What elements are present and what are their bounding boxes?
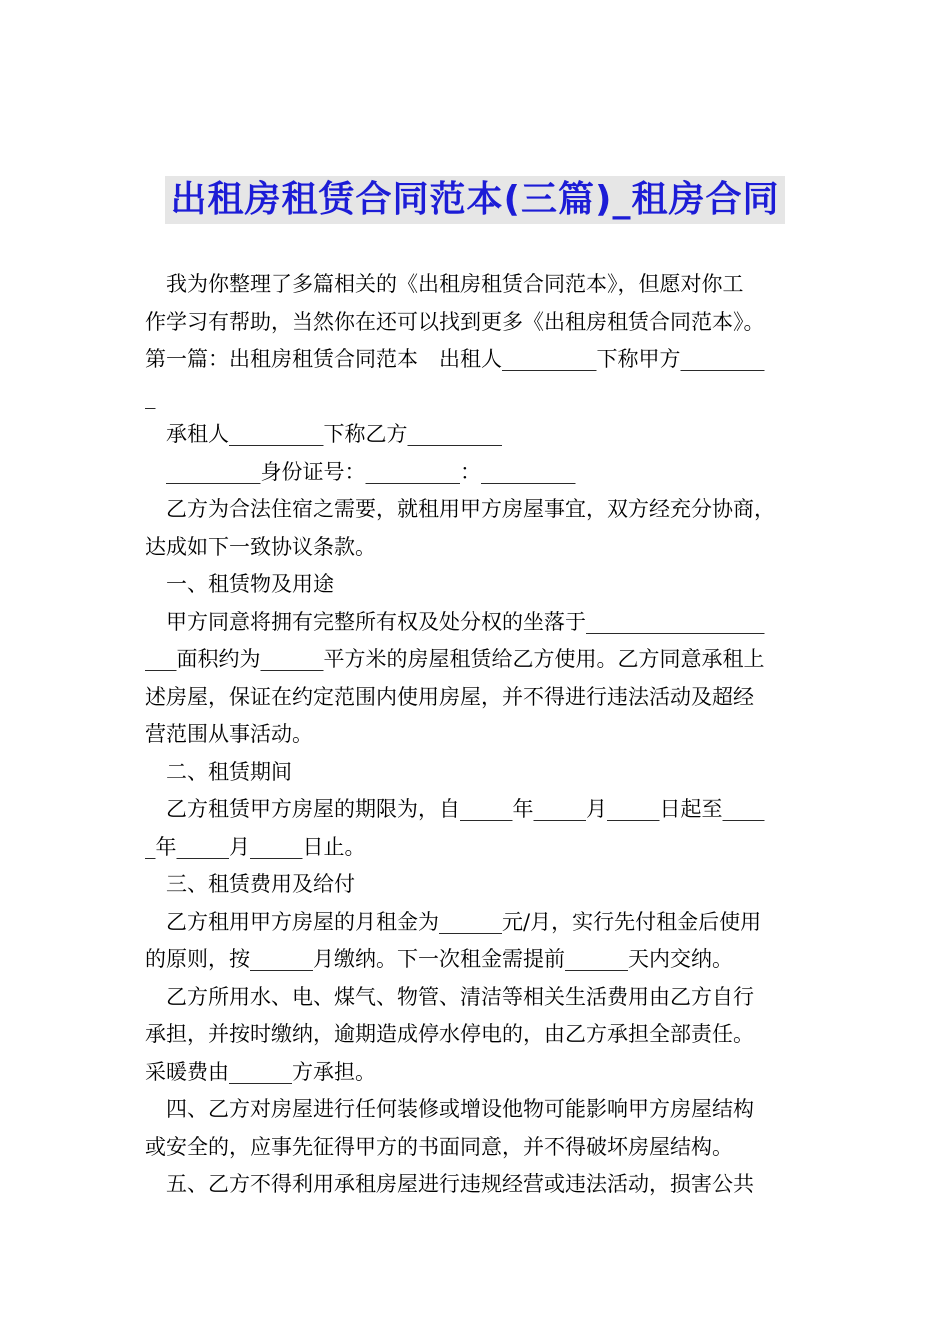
paragraph-line: 乙方所用水、电、煤气、物管、清洁等相关生活费用由乙方自行: [166, 984, 754, 1009]
section-heading: 一、租赁物及用途: [166, 572, 334, 596]
document-body: [145, 266, 810, 1204]
paragraph-line: 乙方租用甲方房屋的月租金为______元/月，实行先付租金后使用: [166, 909, 762, 934]
title-container: [0, 176, 950, 224]
paragraph-line: _: [145, 384, 156, 409]
paragraph-line: 乙方为合法住宿之需要，就租用甲方房屋事宜，双方经充分协商，: [166, 497, 775, 521]
section-heading: 三、租赁费用及给付: [166, 872, 355, 896]
paragraph-line: 的原则，按______月缴纳。下一次租金需提前______天内交纳。: [145, 947, 733, 971]
paragraph-line: 作学习有帮助，当然你在还可以找到更多《出租房租赁合同范本》。: [145, 309, 765, 334]
paragraph-line: 甲方同意将拥有完整所有权及处分权的坐落于_________________: [166, 609, 765, 634]
paragraph-line: 营范围从事活动。: [145, 722, 313, 746]
paragraph-line: 承担，并按时缴纳，逾期造成停水停电的，由乙方承担全部责任。: [145, 1022, 754, 1046]
document-title: 出租房租赁合同范本(三篇)_租房合同: [165, 176, 786, 224]
paragraph-line: 五、乙方不得利用承租房屋进行违规经营或违法活动，损害公共: [166, 1172, 754, 1196]
paragraph-line: 达成如下一致协议条款。: [145, 534, 376, 559]
paragraph-line: _________身份证号：_________：_________: [166, 459, 576, 484]
paragraph-line: 我为你整理了多篇相关的《出租房租赁合同范本》，但愿对你工: [166, 272, 744, 296]
section-heading: 二、租赁期间: [166, 759, 292, 784]
paragraph-line: _年_____月_____日止。: [145, 834, 366, 859]
paragraph-line: 述房屋，保证在约定范围内使用房屋，并不得进行违法活动及超经: [145, 684, 754, 709]
paragraph-line: 四、乙方对房屋进行任何装修或增设他物可能影响甲方房屋结构: [166, 1097, 754, 1121]
paragraph-line: 承租人_________下称乙方_________: [166, 422, 502, 446]
paragraph-line: ___面积约为______平方米的房屋租赁给乙方使用。乙方同意承租上: [145, 647, 765, 671]
paragraph-line: 或安全的，应事先征得甲方的书面同意，并不得破坏房屋结构。: [145, 1134, 733, 1159]
paragraph-line: 采暖费由______方承担。: [145, 1059, 376, 1084]
paragraph-line: 乙方租赁甲方房屋的期限为，自_____年_____月_____日起至____: [166, 797, 765, 821]
paragraph-line: 第一篇：出租房租赁合同范本 出租人_________下称甲方________: [145, 347, 765, 371]
